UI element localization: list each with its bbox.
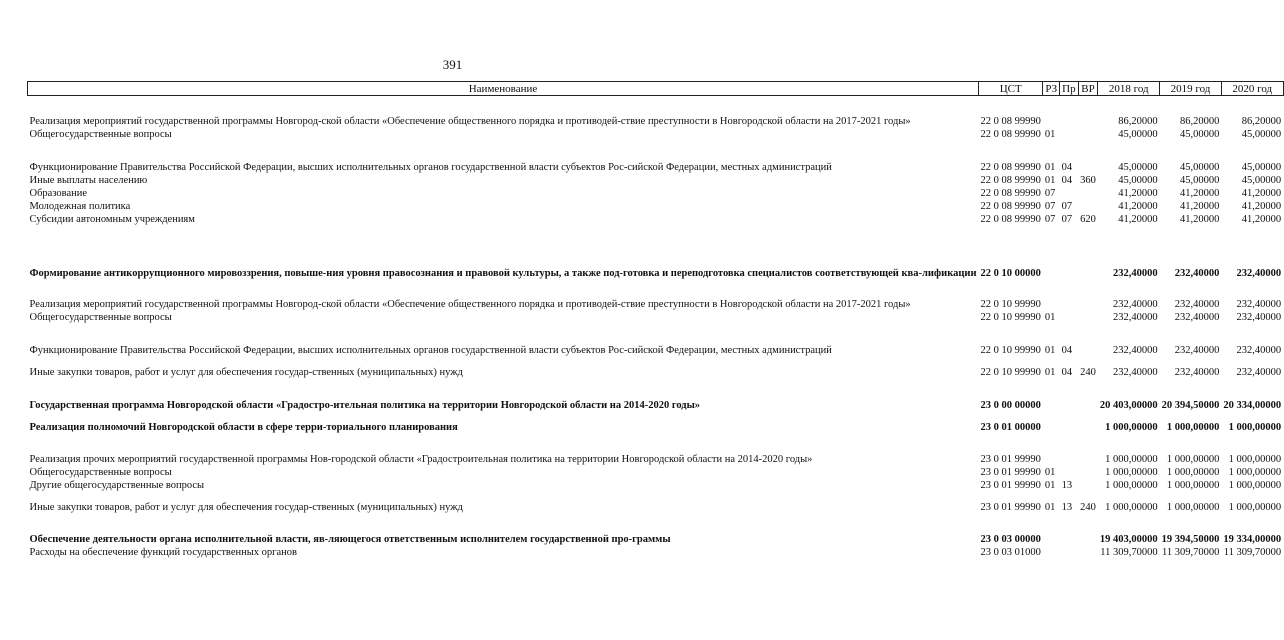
- row-pr: [1060, 310, 1078, 323]
- row-rz: [1043, 545, 1060, 558]
- row-rz: [1043, 513, 1060, 545]
- row-cst: 23 0 01 99990: [980, 467, 1041, 478]
- header-2020: 2020 год: [1221, 82, 1283, 96]
- row-rz: 01: [1044, 480, 1056, 491]
- row-rz: 01: [1044, 467, 1056, 478]
- row-2018: 232,40000: [1112, 345, 1158, 356]
- row-vr: [1078, 199, 1098, 212]
- budget-table: [27, 81, 1284, 558]
- page-number: 391: [442, 57, 463, 72]
- row-pr: [1060, 96, 1078, 128]
- row-name: Общегосударственные вопросы: [29, 312, 172, 323]
- row-name: Формирование антикоррупционного мировоззрения, повыше-ния уровня правосознания и правовой культуры, а также под-готовка и переподготовка специалистов соответствующей ква-лификации: [29, 268, 977, 279]
- row-pr: [1060, 225, 1078, 279]
- row-vr: [1078, 186, 1098, 199]
- row-name: Иные закупки товаров, работ и услуг для обеспечения государ-ственных (муниципальных) нужд: [29, 502, 463, 513]
- row-rz: 01: [1044, 162, 1056, 173]
- row-2019: 232,40000: [1174, 367, 1220, 378]
- row-2020: 45,00000: [1241, 129, 1282, 140]
- row-name: Другие общегосударственные вопросы: [29, 480, 205, 491]
- row-2020: 1 000,00000: [1228, 422, 1282, 433]
- row-2020: 19 334,00000: [1223, 534, 1282, 545]
- row-2018: 45,00000: [1118, 162, 1158, 173]
- row-2019: 45,00000: [1179, 129, 1220, 140]
- table-row: [28, 545, 1284, 558]
- row-cst: 22 0 08 99990: [980, 116, 1041, 127]
- row-2020: 232,40000: [1236, 299, 1282, 310]
- row-2018: 20 403,00000: [1099, 400, 1158, 411]
- row-pr: 13: [1061, 502, 1073, 513]
- row-vr: [1078, 96, 1098, 128]
- row-2020: 45,00000: [1241, 162, 1282, 173]
- row-2018: 1 000,00000: [1105, 454, 1158, 465]
- row-name: Реализация мероприятий государственной программы Новгород-ской области «Обеспечение общественного порядка и противодей-ствие преступности в Новгородской области на 2017-2021 годы»: [29, 299, 911, 310]
- row-vr: [1078, 323, 1098, 356]
- table-row: [28, 433, 1284, 465]
- table-row: [28, 186, 1284, 199]
- row-2018: 232,40000: [1112, 268, 1158, 279]
- table-row: [28, 225, 1284, 279]
- row-rz: [1043, 225, 1060, 279]
- row-2018: 41,20000: [1118, 214, 1158, 225]
- row-pr: [1060, 545, 1078, 558]
- header-pr: Пр: [1060, 82, 1078, 96]
- row-rz: [1043, 96, 1060, 128]
- row-2020: 1 000,00000: [1228, 454, 1282, 465]
- table-row: [28, 310, 1284, 323]
- row-cst: 22 0 08 99990: [980, 201, 1041, 212]
- row-2020: 232,40000: [1236, 268, 1282, 279]
- row-rz: 01: [1044, 367, 1056, 378]
- row-2020: 1 000,00000: [1228, 502, 1282, 513]
- row-2019: 86,20000: [1179, 116, 1220, 127]
- row-2018: 1 000,00000: [1105, 480, 1158, 491]
- row-2019: 41,20000: [1179, 214, 1220, 225]
- row-2018: 41,20000: [1118, 201, 1158, 212]
- table-row: [28, 199, 1284, 212]
- table-row: [28, 212, 1284, 225]
- row-2018: 1 000,00000: [1105, 502, 1158, 513]
- table-row: [28, 491, 1284, 513]
- row-2020: 41,20000: [1241, 214, 1282, 225]
- row-cst: 22 0 10 99990: [980, 299, 1041, 310]
- row-cst: 23 0 01 99990: [980, 454, 1041, 465]
- row-2018: 11 309,70000: [1100, 547, 1158, 558]
- row-2018: 19 403,00000: [1099, 534, 1158, 545]
- row-2018: 232,40000: [1112, 367, 1158, 378]
- row-vr: 240: [1080, 367, 1096, 378]
- row-cst: 22 0 08 99990: [980, 175, 1041, 186]
- row-name: Субсидии автономным учреждениям: [29, 214, 195, 225]
- header-rz: РЗ: [1043, 82, 1060, 96]
- row-vr: 620: [1080, 214, 1096, 225]
- table-row: [28, 127, 1284, 140]
- row-pr: 04: [1061, 162, 1073, 173]
- table-row: [28, 140, 1284, 173]
- row-cst: 23 0 01 99990: [980, 480, 1041, 491]
- row-rz: 07: [1044, 188, 1056, 199]
- row-name: Иные закупки товаров, работ и услуг для обеспечения государ-ственных (муниципальных) нужд: [29, 367, 463, 378]
- row-2019: 1 000,00000: [1166, 454, 1220, 465]
- row-name: Государственная программа Новгородской области «Градостро-ительная политика на территории Новгородской области на 2014-2020 годы»: [29, 400, 701, 411]
- row-name: Общегосударственные вопросы: [29, 129, 172, 140]
- row-2019: 1 000,00000: [1166, 467, 1220, 478]
- row-pr: [1060, 378, 1078, 411]
- row-2019: 20 394,50000: [1161, 400, 1220, 411]
- table-row: [28, 323, 1284, 356]
- row-cst: 23 0 01 99990: [980, 502, 1041, 513]
- row-name: Функционирование Правительства Российской Федерации, высших исполнительных органов государственной власти субъектов Рос-сийской Федерации, местных администраций: [29, 162, 832, 173]
- row-rz: 01: [1044, 312, 1056, 323]
- row-pr: 07: [1061, 201, 1073, 212]
- row-vr: [1078, 465, 1098, 478]
- table-row: [28, 513, 1284, 545]
- row-name: Реализация прочих мероприятий государственной программы Нов-городской области «Градостроительная политика на территории Новгородской области на 2014-2020 годы»: [29, 454, 813, 465]
- row-name: Молодежная политика: [29, 201, 131, 212]
- row-2019: 45,00000: [1179, 175, 1220, 186]
- row-rz: 01: [1044, 129, 1056, 140]
- row-2018: 232,40000: [1112, 312, 1158, 323]
- row-pr: 07: [1061, 214, 1073, 225]
- table-header-row: [28, 82, 1284, 96]
- row-cst: 22 0 10 99990: [980, 345, 1041, 356]
- row-rz: [1043, 279, 1060, 310]
- row-2020: 1 000,00000: [1228, 467, 1282, 478]
- row-rz: 01: [1044, 345, 1056, 356]
- row-2020: 41,20000: [1241, 188, 1282, 199]
- table-row: [28, 478, 1284, 491]
- row-pr: 04: [1061, 345, 1073, 356]
- row-name: Общегосударственные вопросы: [29, 467, 172, 478]
- header-vr: ВР: [1078, 82, 1098, 96]
- row-2019: 45,00000: [1179, 162, 1220, 173]
- row-vr: [1078, 279, 1098, 310]
- row-2020: 232,40000: [1236, 367, 1282, 378]
- row-rz: 07: [1044, 201, 1056, 212]
- table-row: [28, 279, 1284, 310]
- row-2019: 232,40000: [1174, 299, 1220, 310]
- row-vr: [1078, 140, 1098, 173]
- row-pr: [1060, 279, 1078, 310]
- row-pr: [1060, 411, 1078, 433]
- header-cst: ЦСТ: [979, 82, 1043, 96]
- row-2019: 232,40000: [1174, 268, 1220, 279]
- row-vr: 240: [1080, 502, 1096, 513]
- row-vr: [1078, 478, 1098, 491]
- table-row: [28, 96, 1284, 128]
- row-vr: [1078, 545, 1098, 558]
- row-vr: [1078, 127, 1098, 140]
- row-2018: 41,20000: [1118, 188, 1158, 199]
- row-cst: 23 0 00 00000: [980, 400, 1041, 411]
- row-cst: 23 0 03 00000: [980, 534, 1041, 545]
- row-2018: 45,00000: [1118, 129, 1158, 140]
- table-row: [28, 356, 1284, 378]
- row-cst: 22 0 08 99990: [980, 188, 1041, 199]
- header-2018: 2018 год: [1098, 82, 1160, 96]
- row-vr: [1078, 411, 1098, 433]
- row-pr: 13: [1061, 480, 1073, 491]
- row-cst: 22 0 10 00000: [980, 268, 1041, 279]
- table-row: [28, 378, 1284, 411]
- row-2019: 232,40000: [1174, 345, 1220, 356]
- row-pr: 04: [1061, 175, 1073, 186]
- row-2018: 86,20000: [1118, 116, 1158, 127]
- row-name: Функционирование Правительства Российской Федерации, высших исполнительных органов государственной власти субъектов Рос-сийской Федерации, местных администраций: [29, 345, 832, 356]
- row-name: Расходы на обеспечение функций государственных органов: [29, 547, 297, 558]
- row-pr: 04: [1061, 367, 1073, 378]
- row-2020: 232,40000: [1236, 312, 1282, 323]
- row-cst: 22 0 10 99990: [980, 367, 1041, 378]
- table-body: [28, 96, 1284, 559]
- row-name: Реализация полномочий Новгородской области в сфере терри-ториального планирования: [29, 422, 458, 433]
- row-pr: [1060, 513, 1078, 545]
- row-cst: 22 0 10 99990: [980, 312, 1041, 323]
- row-name: Иные выплаты населению: [29, 175, 148, 186]
- row-name: Обеспечение деятельности органа исполнительной власти, яв-ляющегося ответственным исполнителем государственной про-граммы: [29, 534, 671, 545]
- table-row: [28, 465, 1284, 478]
- row-cst: 22 0 08 99990: [980, 214, 1041, 225]
- row-2020: 11 309,70000: [1223, 547, 1282, 558]
- table-row: [28, 411, 1284, 433]
- row-rz: 01: [1044, 502, 1056, 513]
- row-rz: [1043, 411, 1060, 433]
- row-name: Образование: [29, 188, 88, 199]
- row-2019: 41,20000: [1179, 188, 1220, 199]
- row-cst: 22 0 08 99990: [980, 162, 1041, 173]
- row-2018: 45,00000: [1118, 175, 1158, 186]
- row-2019: 1 000,00000: [1166, 422, 1220, 433]
- row-2020: 45,00000: [1241, 175, 1282, 186]
- row-name: Реализация мероприятий государственной программы Новгород-ской области «Обеспечение общественного порядка и противодей-ствие преступности в Новгородской области на 2017-2021 годы»: [29, 116, 911, 127]
- row-2019: 1 000,00000: [1166, 502, 1220, 513]
- row-rz: [1043, 378, 1060, 411]
- row-2019: 11 309,70000: [1161, 547, 1220, 558]
- row-cst: 23 0 01 00000: [980, 422, 1041, 433]
- header-name: Наименование: [28, 82, 979, 96]
- row-pr: [1060, 433, 1078, 465]
- row-2020: 20 334,00000: [1223, 400, 1282, 411]
- row-pr: [1060, 186, 1078, 199]
- row-pr: [1060, 465, 1078, 478]
- row-2019: 19 394,50000: [1161, 534, 1220, 545]
- row-vr: [1078, 378, 1098, 411]
- row-2019: 232,40000: [1174, 312, 1220, 323]
- header-2019: 2019 год: [1160, 82, 1222, 96]
- row-2019: 1 000,00000: [1166, 480, 1220, 491]
- row-vr: [1078, 225, 1098, 279]
- row-2020: 41,20000: [1241, 201, 1282, 212]
- row-vr: [1078, 513, 1098, 545]
- row-rz: 07: [1044, 214, 1056, 225]
- row-vr: [1078, 310, 1098, 323]
- row-2018: 232,40000: [1112, 299, 1158, 310]
- row-vr: 360: [1080, 175, 1096, 186]
- row-2020: 232,40000: [1236, 345, 1282, 356]
- row-cst: 22 0 08 99990: [980, 129, 1041, 140]
- row-rz: 01: [1044, 175, 1056, 186]
- row-2019: 41,20000: [1179, 201, 1220, 212]
- row-2018: 1 000,00000: [1105, 467, 1158, 478]
- row-2018: 1 000,00000: [1105, 422, 1158, 433]
- table-row: [28, 173, 1284, 186]
- row-rz: [1043, 433, 1060, 465]
- row-2020: 1 000,00000: [1228, 480, 1282, 491]
- row-cst: 23 0 03 01000: [980, 547, 1041, 558]
- row-pr: [1060, 127, 1078, 140]
- row-2020: 86,20000: [1241, 116, 1282, 127]
- row-vr: [1078, 433, 1098, 465]
